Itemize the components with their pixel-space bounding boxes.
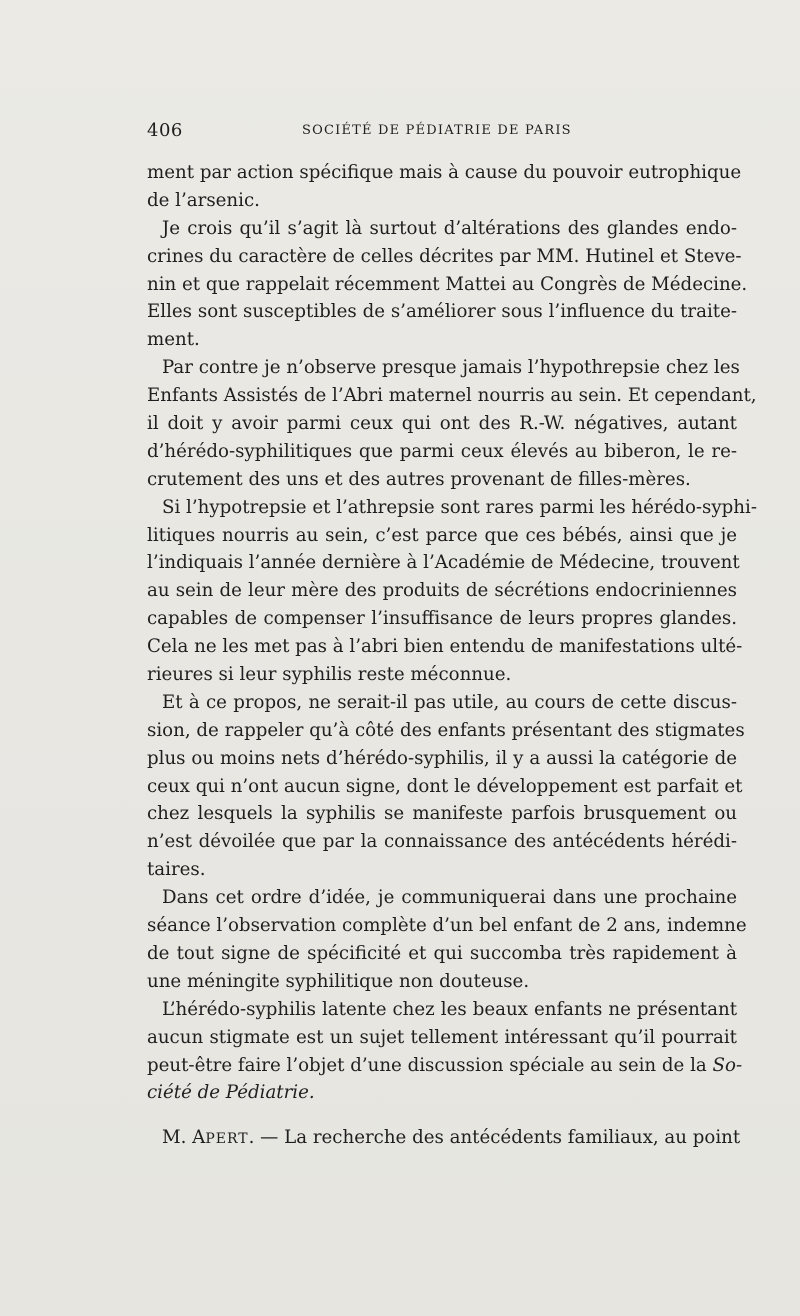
text-line: Si l’hypotrepsie et l’athrepsie sont rares parmi les hérédo-syphi- — [162, 496, 757, 518]
text-line: aucun stigmate est un sujet tellement intéressant qu’il pourrait — [147, 1026, 737, 1048]
speaker-initial: M. A — [162, 1127, 206, 1149]
text-line: L’hérédo-syphilis latente chez les beaux enfants ne présentant — [162, 998, 737, 1020]
text-line: litiques nourris au sein, c’est parce que ces bébés, ainsi que je — [147, 524, 737, 546]
body-text — [147, 159, 757, 1152]
page-number: 406 — [147, 120, 183, 141]
plain-text: peut-être faire l’objet d’une discussion spéciale au sein de la — [147, 1054, 713, 1076]
text-line: plus ou moins nets d’hérédo-syphilis, il y a aussi la catégorie de — [147, 747, 737, 769]
text-line: Cela ne les met pas à l’abri bien entendu de manifestations ulté- — [147, 636, 743, 658]
text-line: taires. — [147, 859, 206, 881]
running-head — [147, 120, 737, 144]
closing-line — [147, 1124, 741, 1152]
text-line: séance l’observation complète d’un bel enfant de 2 ans, indemne — [147, 915, 747, 937]
text-line: ceux qui n’ont aucun signe, dont le développement est parfait et — [147, 775, 743, 797]
speaker-name: PERT — [205, 1131, 249, 1148]
text-line — [147, 1079, 737, 1107]
text-line: sion, de rappeler qu’à côté des enfants présentant des stigmates — [147, 719, 745, 741]
text-line: crutement des uns et des autres provenant de filles-mères. — [147, 468, 691, 490]
italic-text: So- — [712, 1054, 743, 1076]
text-line: une méningite syphilitique non douteuse. — [147, 970, 530, 992]
running-title: SOCIÉTÉ DE PÉDIATRIE DE PARIS — [302, 123, 572, 138]
text-line: Par contre je n’observe presque jamais l’hypothrepsie chez les — [162, 357, 740, 379]
text-line: nin et que rappelait récemment Mattei au Congrès de Médecine. — [147, 273, 748, 295]
text-line: ment. — [147, 329, 200, 351]
text-line: capables de compenser l’insuffisance de leurs propres glandes. — [147, 608, 737, 630]
text-line: au sein de leur mère des produits de sécrétions endocriniennes — [147, 580, 737, 602]
text-line: d’hérédo-syphilitiques que parmi ceux élevés au biberon, le re- — [147, 440, 737, 462]
paragraph-gap — [147, 1107, 737, 1124]
text-line: Elles sont susceptibles de s’améliorer sous l’influence du traite- — [147, 301, 737, 323]
text-line: chez lesquels la syphilis se manifeste parfois brusquement ou — [147, 803, 737, 825]
text-line: de l’arsenic. — [147, 189, 260, 211]
text-line: l’indiquais l’année dernière à l’Académie de Médecine, trouvent — [147, 552, 740, 574]
text-line: n’est dévoilée que par la connaissance des antécédents hérédi- — [147, 831, 737, 853]
text-line: Et à ce propos, ne serait-il pas utile, au cours de cette discus- — [162, 691, 737, 713]
text-line: Enfants Assistés de l’Abri maternel nourris au sein. Et cependant, — [147, 385, 757, 407]
text-line: Je crois qu’il s’agit là surtout d’altérations des glandes endo- — [162, 217, 737, 239]
text-line: crines du caractère de celles décrites par MM. Hutinel et Steve- — [147, 245, 742, 267]
text-line: de tout signe de spécificité et qui succomba très rapidement à — [147, 942, 737, 964]
text-line: Dans cet ordre d’idée, je communiquerai dans une prochaine — [162, 887, 737, 909]
closing-text: . — La recherche des antécédents familiaux, au point — [248, 1127, 741, 1149]
text-line: il doit y avoir parmi ceux qui ont des R.-W. négatives, autant — [147, 413, 737, 435]
text-line: rieures si leur syphilis reste méconnue. — [147, 664, 512, 686]
italic-text: ciété de Pédiatrie. — [147, 1082, 315, 1104]
text-line: ment par action spécifique mais à cause du pouvoir eutrophique — [147, 162, 742, 183]
text-line — [147, 1052, 743, 1080]
